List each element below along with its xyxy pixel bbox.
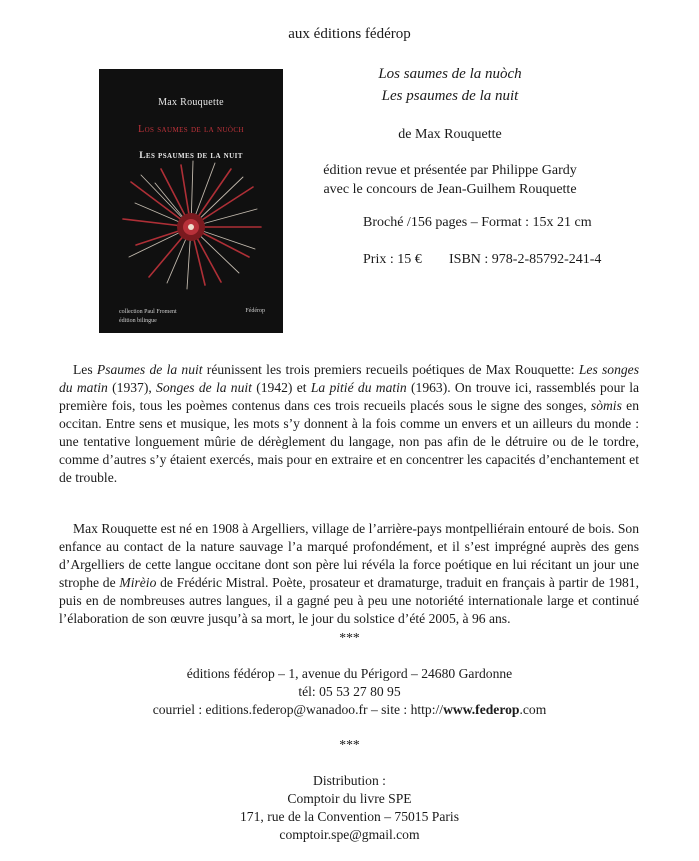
book-title-french: Les psaumes de la nuit (381, 88, 519, 104)
separator-2: *** (339, 737, 360, 752)
book-isbn: ISBN : 978-2-85792-241-4 (449, 252, 602, 267)
cover-illustration (99, 69, 283, 333)
book-author: de Max Rouquette (398, 127, 502, 142)
book-price: Prix : 15 € (363, 252, 422, 267)
cover-collection-line2: édition bilingue (119, 318, 157, 324)
publisher-phone: tél: 05 53 27 80 95 (298, 684, 401, 699)
cover-collection (119, 308, 177, 326)
publisher-email-site: courriel : editions.federop@wanadoo.fr – site : http://www.federop.com (152, 702, 547, 717)
distributor-address: 171, rue de la Convention – 75015 Paris (240, 809, 459, 824)
distributor-name: Comptoir du livre SPE (287, 791, 412, 806)
publisher-address: éditions fédérop – 1, avenue du Périgord – 24680 Gardonne (186, 666, 513, 681)
cover-title-occitan: Los saumes de la nuòch (138, 124, 244, 135)
distributor-email[interactable]: comptoir.spe@gmail.com (279, 827, 420, 842)
book-title-occitan: Los saumes de la nuòch (378, 66, 522, 82)
cover-author: Max Rouquette (158, 97, 224, 108)
distribution-label: Distribution : (313, 773, 386, 788)
editor-line-2: avec le concours de Jean-Guilhem Rouquette (323, 182, 577, 197)
book-format: Broché /156 pages – Format : 15x 21 cm (363, 215, 592, 230)
site-link[interactable]: www.federop (443, 702, 520, 717)
description-paragraph: Les Psaumes de la nuit réunissent les trois premiers recueils poétiques de Max Rouquette: Les songes du matin (1937), Songes de la nuit (1942) et La pitié du matin (1963). On trouve ici, rassemblés pour la première fois, tous les poèmes contenus dans ces trois recueils placés sous le signe des songes, sòmis en occitan. Entre sens et musique, les mots s’y donnent à la fois comme un envers et un ailleurs du monde : une tentative longuement mûrie de dérèglement du langage, non pas afin de le détruire ou de le tordre, comme d’autres s’y étaient exercés, mais pour en extraire et en concentrer les capacités d’enchantement et de trouble. (59, 362, 639, 485)
cover-collection-line1: collection Paul Froment (119, 309, 177, 315)
biography-paragraph: Max Rouquette est né en 1908 à Argelliers, village de l’arrière-pays montpelliérain entouré de bois. Son enfance au contact de la nature sauvage l’a marqué profondément, et il s’est imprégné auprès des gens d’Argelliers de cette langue occitane dont son père lui révéla la force poétique en lui récitant un jour une strophe de Mirèio de Frédéric Mistral. Poète, prosateur et dramaturge, traduit en français à partir de 1981, puis en de nombreuses autres langues, il a gagné peu à peu une notoriété internationale large et continué l’élaboration de son œuvre jusqu’à sa mort, le jour du solstice d’été 2005, à 96 ans. (59, 521, 639, 626)
cover-title-french: Les psaumes de la nuit (139, 151, 243, 161)
separator-1: *** (339, 630, 360, 645)
book-cover (99, 69, 283, 333)
page-header: aux éditions fédérop (288, 26, 411, 42)
cover-publisher: Fédérop (245, 308, 265, 314)
editor-line-1: édition revue et présentée par Philippe Gardy (323, 163, 577, 178)
